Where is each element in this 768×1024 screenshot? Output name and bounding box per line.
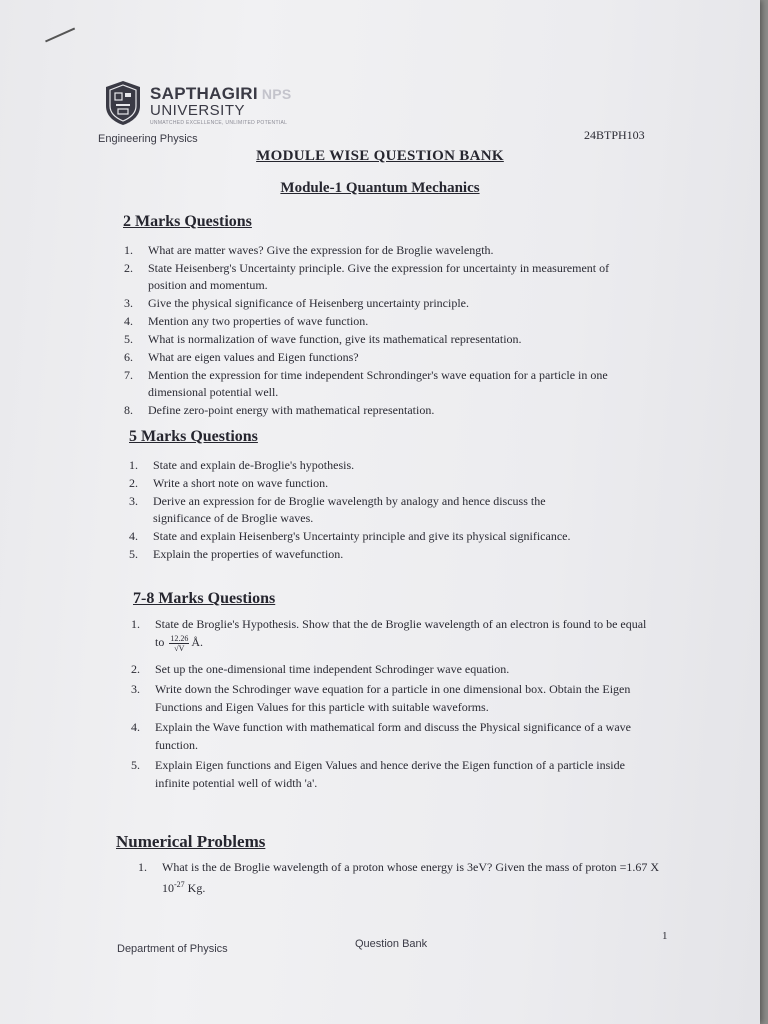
list-item [124,242,624,259]
item-text: Write down the Schrodinger wave equation for a particle in one dimensional box. Obtain the Eigen Functions and Eigen Values for this particle with suitable waveforms. [155,682,631,714]
section-heading-7-8-marks: 7-8 Marks Questions [133,590,276,607]
item-number: 2. [124,261,133,275]
list-item [129,493,579,527]
item-text: Explain the Wave function with mathematical form and discuss the Physical significance of a wave function. [155,720,632,752]
item-number: 4. [124,314,133,328]
item-text: Explain Eigen functions and Eigen Values and hence derive the Eigen function of a particle inside infinite potential well of width 'a'. [155,758,625,790]
item-number: 1. [124,243,133,257]
list-item [124,402,624,419]
item-text: What are matter waves? Give the expression for de Broglie wavelength. [148,243,494,257]
module-title: Module-1 Quantum Mechanics [280,180,480,196]
list-item [124,367,624,401]
item-text: Define zero-point energy with mathematical representation. [148,403,435,417]
item-text: Write a short note on wave function. [153,476,329,490]
fraction-denominator: √V [174,643,185,653]
list-item [129,475,579,492]
list-item [124,349,624,366]
item-text: What are eigen values and Eigen functions? [148,350,359,364]
item-number: 2. [131,662,140,676]
item-number: 4. [131,720,140,734]
item-text: State and explain de-Broglie's hypothesis. [153,458,355,472]
footer-department: Department of Physics [117,943,228,955]
item-number: 3. [131,682,140,696]
item-number: 4. [129,529,138,543]
item-number: 5. [129,547,138,561]
university-logo [104,80,142,126]
item-text: Mention the expression for time independent Schrondinger's wave equation for a particle in one dimensional potential well. [148,368,608,399]
list-item [129,457,579,474]
item-number: 3. [129,494,138,508]
list-item [124,295,624,312]
footer-label: Question Bank [355,938,428,950]
list-item [131,680,641,716]
fraction-numerator: 12.26 [170,633,189,643]
subject-name: Engineering Physics [98,133,198,145]
item-text: Explain the properties of wavefunction. [153,547,344,561]
section-heading-2-marks: 2 Marks Questions [123,213,252,230]
list-item [129,546,579,563]
list-item [131,718,641,754]
wavelength-fraction [169,634,189,653]
list-item [138,858,663,897]
item-number: 1. [131,617,140,631]
list-item [131,615,656,653]
item-text: What is the de Broglie wavelength of a proton whose energy is 3eV? Given the mass of proton =1.67 X 10 [162,860,660,895]
item-number: 1. [138,860,147,874]
pen-mark [45,28,75,42]
section-heading-numerical: Numerical Problems [116,832,266,851]
page-number: 1 [662,930,668,942]
document-title: MODULE WISE QUESTION BANK [256,148,504,164]
seven-eight-marks-list-continued [131,660,641,794]
item-text-unit: Å. [191,635,204,649]
university-name: SAPTHAGIRI NPS [150,84,292,103]
item-text: State de Broglie's Hypothesis. Show that the de Broglie wavelength of an electron is found to be equal to [155,617,647,649]
item-text: Give the physical significance of Heisenberg uncertainty principle. [148,296,469,310]
item-number: 6. [124,350,133,364]
list-item [124,260,624,294]
university-word: UNIVERSITY [150,102,246,119]
item-number: 7. [124,368,133,382]
list-item [124,331,624,348]
numerical-list [138,858,663,897]
item-text: What is normalization of wave function, give its mathematical representation. [148,332,522,346]
section-heading-5-marks: 5 Marks Questions [129,428,258,445]
list-item [131,756,641,792]
item-number: 3. [124,296,133,310]
list-item [131,660,641,678]
university-tagline: UNMATCHED EXCELLENCE, UNLIMITED POTENTIAL [150,120,288,126]
item-number: 5. [124,332,133,346]
item-text: State and explain Heisenberg's Uncertainty principle and give its physical significance. [153,529,571,543]
item-text: Mention any two properties of wave function. [148,314,369,328]
item-text-unit: Kg. [184,881,206,895]
item-number: 8. [124,403,133,417]
course-code: 24BTPH103 [584,128,645,142]
exponent: -27 [174,880,185,889]
item-text: Derive an expression for de Broglie wavelength by analogy and hence discuss the significance of de Broglie waves. [153,494,546,525]
item-number: 1. [129,458,138,472]
two-marks-list [124,242,624,420]
item-number: 5. [131,758,140,772]
item-number: 2. [129,476,138,490]
five-marks-list [129,457,579,564]
item-text: Set up the one-dimensional time independent Schrodinger wave equation. [155,662,510,676]
list-item [129,528,579,545]
seven-eight-marks-list [131,615,656,659]
item-text: State Heisenberg's Uncertainty principle. Give the expression for uncertainty in measurement of position and momentum. [148,261,610,292]
list-item [124,313,624,330]
